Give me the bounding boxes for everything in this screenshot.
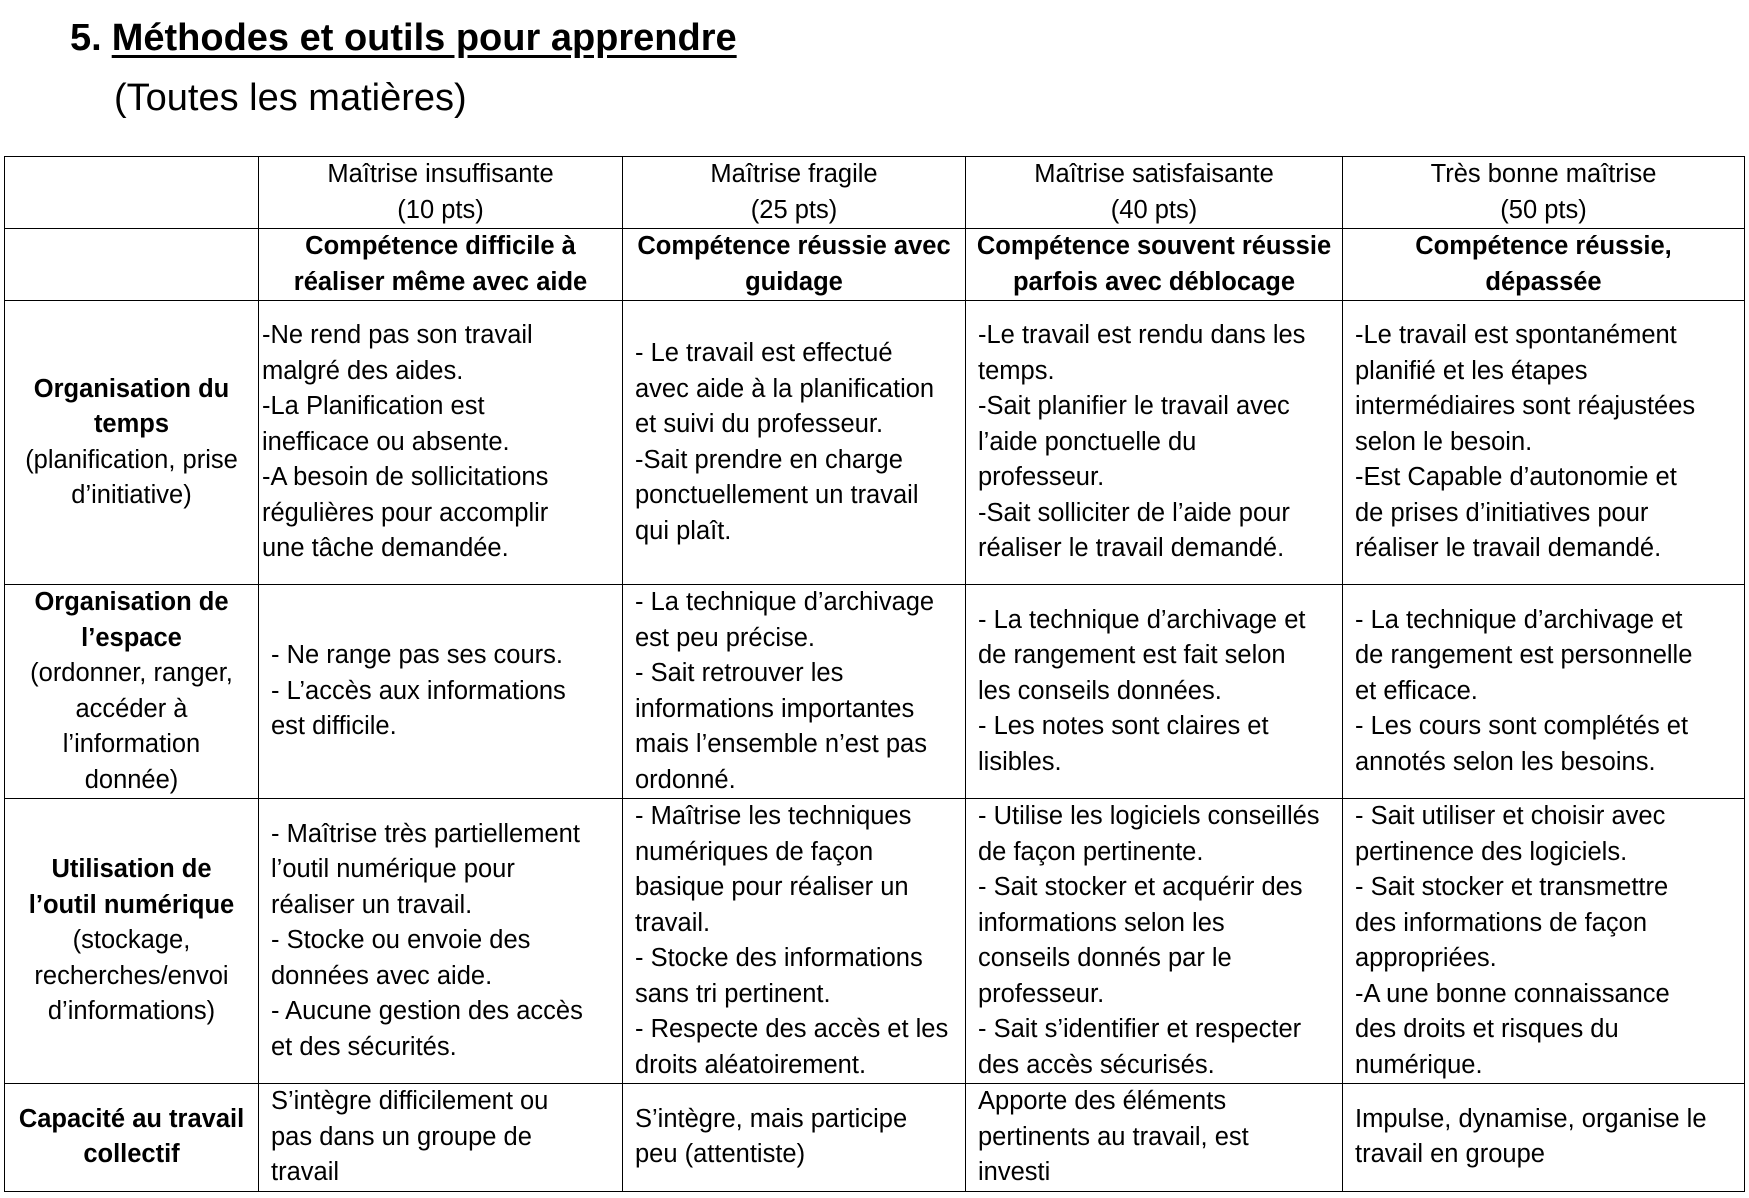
- rubric-cell: [1343, 1084, 1745, 1192]
- level-description: [259, 229, 623, 301]
- text-line: - Maîtrise les techniques: [635, 802, 912, 830]
- text-line: et suivi du professeur.: [635, 410, 884, 438]
- text-line: numériques de façon: [635, 837, 874, 866]
- level-header: [623, 157, 966, 229]
- criterion-title: [11, 852, 252, 923]
- text-line: lisibles.: [978, 747, 1062, 776]
- text-line: des informations de façon: [1355, 908, 1648, 937]
- text-line: - L’accès aux informations: [271, 676, 566, 705]
- criterion-row: [5, 799, 1745, 1084]
- text-line: appropriées.: [1355, 944, 1497, 972]
- text-line: Utilisation de: [51, 855, 212, 884]
- text-line: -Le travail est rendu dans les: [978, 321, 1306, 350]
- corner-cell: [5, 229, 259, 301]
- text-line: est peu précise.: [635, 623, 816, 652]
- rubric-cell: [966, 301, 1343, 585]
- criterion-header: [5, 1084, 259, 1192]
- text-line: travail.: [635, 908, 711, 937]
- text-line: -Ne rend pas son travail: [262, 321, 533, 350]
- text-line: - Le travail est effectué: [635, 339, 893, 367]
- text-line: - Ne range pas ses cours.: [271, 641, 563, 670]
- text-line: - Sait retrouver les: [635, 659, 844, 687]
- text-line: - Aucune gestion des accès: [271, 997, 583, 1026]
- text-line: Impulse, dynamise, organise le: [1355, 1104, 1707, 1133]
- text-line: guidage: [745, 267, 843, 296]
- section-heading: [70, 12, 737, 64]
- text-line: annotés selon les besoins.: [1355, 747, 1656, 776]
- criterion-detail: [11, 923, 252, 1030]
- text-line: - La technique d’archivage: [635, 588, 935, 616]
- text-line: d’informations): [47, 997, 216, 1026]
- rubric-cell: [623, 1084, 966, 1192]
- text-line: inefficace ou absente.: [262, 427, 510, 456]
- text-line: sans tri pertinent.: [635, 979, 831, 1008]
- text-line: les conseils données.: [978, 676, 1222, 705]
- level-description: [623, 229, 966, 301]
- text-line: informations importantes: [635, 694, 915, 723]
- text-line: de prises d’initiatives pour: [1355, 498, 1649, 527]
- level-label: Maîtrise fragile: [710, 160, 878, 188]
- text-line: une tâche demandée.: [262, 534, 509, 563]
- text-line: - Sait utiliser et choisir avec: [1355, 802, 1666, 830]
- rubric-cell: [259, 799, 623, 1084]
- text-line: basique pour réaliser un: [635, 873, 909, 901]
- level-description: [1343, 229, 1745, 301]
- text-line: de rangement est personnelle: [1355, 641, 1693, 670]
- text-line: -A une bonne connaissance: [1355, 979, 1670, 1008]
- text-line: réaliser même avec aide: [293, 267, 588, 296]
- level-description-row: [5, 229, 1745, 301]
- section-number: 5.: [70, 17, 102, 59]
- text-line: -Sait planifier le travail avec: [978, 392, 1290, 421]
- text-line: - Les notes sont claires et: [978, 712, 1269, 741]
- level-label: Maîtrise insuffisante: [327, 160, 554, 188]
- text-line: - Sait stocker et acquérir des: [978, 873, 1303, 901]
- rubric-cell: [623, 301, 966, 585]
- text-line: professeur.: [978, 463, 1105, 492]
- criterion-header: [5, 585, 259, 799]
- text-line: - Utilise les logiciels conseillés: [978, 802, 1320, 830]
- competence-grid: [4, 156, 1745, 1192]
- level-points: (50 pts): [1500, 195, 1587, 224]
- criterion-header: [5, 799, 259, 1084]
- text-line: pertinents au travail, est: [978, 1122, 1249, 1151]
- level-description: [966, 229, 1343, 301]
- text-line: pertinence des logiciels.: [1355, 837, 1628, 866]
- text-line: réaliser le travail demandé.: [1355, 534, 1662, 563]
- text-line: - Sait s’identifier et respecter: [978, 1015, 1302, 1043]
- text-line: réaliser un travail.: [271, 890, 473, 919]
- text-line: régulières pour accomplir: [262, 498, 549, 527]
- text-line: des droits et risques du: [1355, 1015, 1619, 1043]
- criterion-row: [5, 1084, 1745, 1192]
- criterion-detail: [11, 443, 252, 514]
- text-line: - Stocke des informations: [635, 944, 923, 972]
- rubric-cell: [623, 799, 966, 1084]
- text-line: mais l’ensemble n’est pas: [635, 730, 927, 758]
- text-line: données avec aide.: [271, 961, 493, 990]
- text-line: l’outil numérique: [28, 890, 235, 919]
- text-line: accéder à: [75, 694, 188, 723]
- criterion-row: [5, 585, 1745, 799]
- text-line: (stockage,: [72, 926, 191, 955]
- criterion-header: [5, 301, 259, 585]
- text-line: planifié et les étapes: [1355, 356, 1588, 385]
- text-line: droits aléatoirement.: [635, 1050, 867, 1079]
- text-line: travail: [271, 1158, 340, 1186]
- text-line: - La technique d’archivage et: [978, 605, 1306, 634]
- rubric-cell: [1343, 585, 1745, 799]
- level-header-row: [5, 157, 1745, 229]
- text-line: Compétence réussie,: [1415, 232, 1672, 260]
- level-header: [259, 157, 623, 229]
- text-line: collectif: [83, 1140, 180, 1169]
- level-label: Très bonne maîtrise: [1430, 160, 1657, 188]
- text-line: - Stocke ou envoie des: [271, 926, 531, 955]
- rubric-cell: [966, 799, 1343, 1084]
- text-line: - Respecte des accès et les: [635, 1015, 949, 1043]
- text-line: conseils donnés par le: [978, 944, 1232, 972]
- criterion-title: [11, 585, 252, 656]
- text-line: numérique.: [1355, 1050, 1483, 1079]
- rubric-cell: [966, 585, 1343, 799]
- text-line: peu (attentiste): [635, 1140, 806, 1169]
- criterion-detail: [11, 656, 252, 798]
- text-line: informations selon les: [978, 908, 1225, 937]
- text-line: temps.: [978, 356, 1055, 385]
- rubric-cell: [259, 301, 623, 585]
- text-line: Capacité au travail: [18, 1104, 245, 1133]
- text-line: Compétence réussie avec: [637, 232, 951, 260]
- text-line: des accès sécurisés.: [978, 1050, 1215, 1079]
- text-line: est difficile.: [271, 712, 397, 741]
- text-line: -Est Capable d’autonomie et: [1355, 463, 1677, 492]
- text-line: Compétence difficile à: [305, 232, 576, 260]
- text-line: - La technique d’archivage et: [1355, 605, 1683, 634]
- section-subtitle: (Toutes les matières): [114, 77, 467, 119]
- text-line: selon le besoin.: [1355, 427, 1533, 456]
- text-line: Compétence souvent réussie: [976, 232, 1332, 260]
- text-line: l’information: [62, 730, 201, 758]
- text-line: -A besoin de sollicitations: [262, 463, 549, 492]
- level-label: Maîtrise satisfaisante: [1034, 160, 1274, 188]
- text-line: -Sait prendre en charge: [635, 445, 903, 474]
- text-line: -Sait solliciter de l’aide pour: [978, 498, 1290, 527]
- text-line: dépassée: [1485, 267, 1602, 296]
- text-line: réaliser le travail demandé.: [978, 534, 1285, 563]
- text-line: l’outil numérique pour: [271, 855, 515, 884]
- criterion-row: [5, 301, 1745, 585]
- level-header: [1343, 157, 1745, 229]
- corner-cell: [5, 157, 259, 229]
- criterion-title: [11, 372, 252, 443]
- text-line: S’intègre difficilement ou: [271, 1087, 549, 1115]
- text-line: ordonné.: [635, 765, 736, 794]
- text-line: de rangement est fait selon: [978, 641, 1286, 670]
- text-line: et efficace.: [1355, 676, 1478, 705]
- text-line: intermédiaires sont réajustées: [1355, 392, 1696, 421]
- text-line: S’intègre, mais participe: [635, 1104, 908, 1133]
- text-line: Organisation du: [33, 374, 230, 403]
- text-line: - Sait stocker et transmettre: [1355, 873, 1669, 901]
- text-line: - Maîtrise très partiellement: [271, 819, 580, 848]
- rubric-cell: [966, 1084, 1343, 1192]
- text-line: professeur.: [978, 979, 1105, 1008]
- text-line: recherches/envoi: [34, 961, 229, 990]
- text-line: donnée): [84, 765, 179, 794]
- text-line: parfois avec déblocage: [1012, 267, 1296, 296]
- text-line: temps: [93, 410, 170, 438]
- text-line: pas dans un groupe de: [271, 1122, 532, 1151]
- text-line: investi: [978, 1158, 1051, 1186]
- level-points: (10 pts): [397, 195, 484, 224]
- text-line: de façon pertinente.: [978, 837, 1204, 866]
- text-line: - Les cours sont complétés et: [1355, 712, 1689, 741]
- section-title: Méthodes et outils pour apprendre: [111, 17, 737, 59]
- text-line: travail en groupe: [1355, 1140, 1545, 1169]
- text-line: -Le travail est spontanément: [1355, 321, 1677, 350]
- rubric-cell: [1343, 799, 1745, 1084]
- rubric-cell: [623, 585, 966, 799]
- text-line: avec aide à la planification: [635, 374, 935, 403]
- level-points: (25 pts): [750, 195, 838, 224]
- level-points: (40 pts): [1110, 195, 1198, 224]
- text-line: malgré des aides.: [262, 356, 464, 385]
- text-line: (ordonner, ranger,: [30, 659, 233, 687]
- level-header: [966, 157, 1343, 229]
- text-line: d’initiative): [71, 481, 192, 509]
- text-line: l’espace: [81, 623, 182, 652]
- text-line: qui plaît.: [635, 516, 732, 545]
- rubric-cell: [259, 585, 623, 799]
- criterion-title: [11, 1102, 252, 1173]
- text-line: l’aide ponctuelle du: [978, 427, 1197, 456]
- text-line: -La Planification est: [262, 392, 485, 421]
- text-line: ponctuellement un travail: [635, 481, 919, 509]
- text-line: Organisation de: [34, 588, 229, 616]
- text-line: Apporte des éléments: [978, 1087, 1227, 1115]
- text-line: (planification, prise: [25, 445, 238, 474]
- rubric-cell: [1343, 301, 1745, 585]
- text-line: et des sécurités.: [271, 1032, 457, 1061]
- rubric-cell: [259, 1084, 623, 1192]
